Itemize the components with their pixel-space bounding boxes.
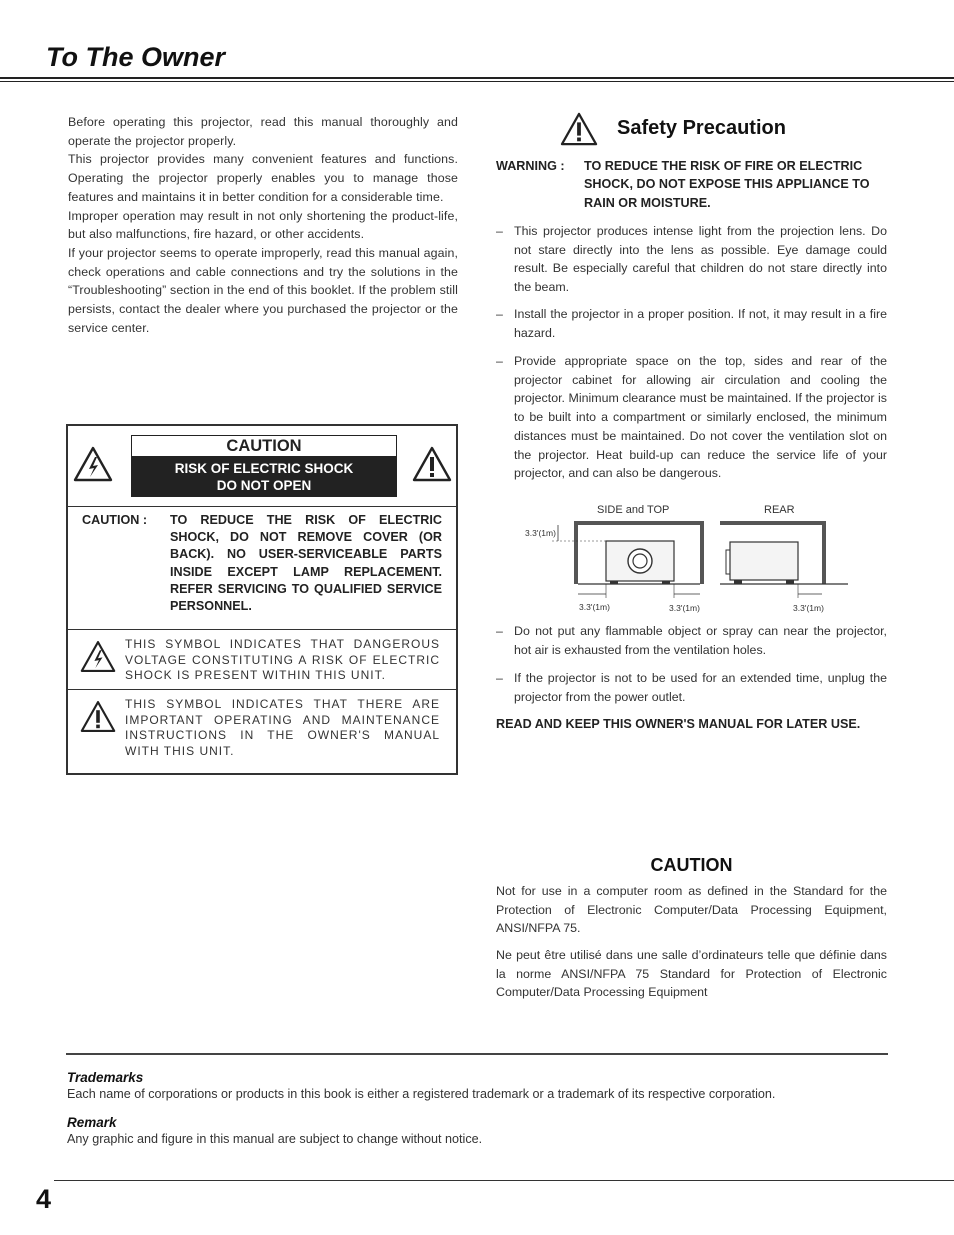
caution-box-banner — [131, 456, 397, 497]
electric-shock-icon — [80, 640, 116, 673]
bullet-text: Install the projector in a proper position. If not, it may result in a fire hazard. — [514, 307, 887, 340]
symbol-row-instructions — [68, 689, 456, 774]
safety-bullet — [496, 352, 887, 483]
intro-paragraph: This projector provides many convenient features and functions. Operating the projector properly enables you to manage those features and maintains it in better condition for a considerable time. — [68, 152, 458, 204]
symbol-instructions-text: THIS SYMBOL INDICATES THAT THERE ARE IMPORTANT OPERATING AND MAINTENANCE INSTRUCTIONS IN THE OWNER'S MANUAL WITH THIS UNIT. — [125, 697, 440, 758]
banner-line-2: DO NOT OPEN — [216, 478, 312, 493]
safety-bullet — [496, 669, 887, 706]
caution-box-title: CAUTION — [131, 435, 397, 456]
remark-heading: Remark — [67, 1115, 117, 1130]
bullet-text: If the projector is not to be used for an extended time, unplug the projector from the power outlet. — [514, 671, 887, 704]
intro-text — [68, 113, 458, 337]
trademarks-heading: Trademarks — [67, 1070, 144, 1085]
caution-french-text: Ne peut être utilisé dans une salle d’ordinateurs telle que définie dans la norme ANSI/NFPA 75 Standard for Protection of Electronic Computer/Data Processing Equipment — [496, 948, 887, 1000]
trademarks-text: Each name of corporations or products in this book is either a registered trademark or a trademark of its respective corporation. — [67, 1087, 776, 1101]
page-number-rule — [54, 1180, 954, 1181]
bullet-text: Do not put any flammable object or spray can near the projector, hot air is exhausted from the ventilation holes. — [514, 624, 887, 657]
header-rule-thin — [0, 81, 954, 82]
intro-paragraph: Before operating this projector, read this manual thoroughly and operate the projector properly. — [68, 115, 458, 148]
clearance-top-label: 3.3'(1m) — [525, 528, 556, 538]
safety-bullet — [496, 305, 887, 342]
page-number: 4 — [36, 1184, 52, 1214]
clearance-diagram — [522, 500, 852, 616]
remark-text: Any graphic and figure in this manual are subject to change without notice. — [67, 1132, 483, 1146]
intro-paragraph: Improper operation may result in not only shortening the product-life, but also malfunctions, fire hazard, or other accidents. — [68, 208, 458, 242]
label-rear: REAR — [764, 504, 795, 516]
caution-box — [66, 424, 458, 775]
exclamation-icon — [412, 446, 452, 482]
footer-divider — [66, 1053, 888, 1055]
bullet-text: Provide appropriate space on the top, sides and rear of the projector cabinet for allowing air circulation and cooling the projector. Minimum clearance must be maintained. If the projector is to be built into a compartment or similarly enclosed, the minimum distances must be maintained. Do not cover the ventilation slot on the projector. Heat build-up can reduce the service life of your projector, and can also be dangerous. — [514, 354, 887, 481]
bullet-text: This projector produces intense light from the projection lens. Do not stare directly into the lens as possible. Eye damage could result. Be especially careful that children do not stare directly into the beam. — [514, 224, 887, 295]
safety-bullet — [496, 222, 887, 297]
caution-label: CAUTION : — [82, 513, 148, 527]
clearance-rear-label: 3.3'(1m) — [793, 603, 824, 613]
caution-box-header — [68, 426, 456, 507]
warning-label: WARNING : — [496, 159, 565, 173]
exclamation-icon — [80, 700, 116, 733]
label-side-top: SIDE and TOP — [597, 504, 670, 516]
safety-bullet — [496, 622, 887, 659]
header-rule — [0, 77, 954, 79]
electric-shock-icon — [73, 446, 113, 482]
bullet-dash: – — [496, 224, 503, 238]
warning-text: TO REDUCE THE RISK OF FIRE OR ELECTRIC SHOCK, DO NOT EXPOSE THIS APPLIANCE TO RAIN OR MOISTURE. — [584, 159, 870, 210]
caution-heading: CAUTION — [650, 855, 733, 875]
caution-text: TO REDUCE THE RISK OF ELECTRIC SHOCK, DO NOT REMOVE COVER (OR BACK). NO USER-SERVICEABLE PARTS INSIDE EXCEPT LAMP REPLACEMENT. REFER SERVICING TO QUALIFIED SERVICE PERSONNEL. — [170, 513, 442, 614]
keep-manual-notice: READ AND KEEP THIS OWNER'S MANUAL FOR LATER USE. — [496, 717, 861, 731]
bullet-dash: – — [496, 624, 503, 638]
symbol-row-voltage — [68, 629, 456, 690]
page-title: To The Owner — [46, 42, 226, 72]
bullet-dash: – — [496, 307, 503, 321]
clearance-left-label: 3.3'(1m) — [579, 602, 610, 612]
caution-english-text: Not for use in a computer room as defined in the Standard for the Protection of Electronic Computer/Data Processing Equipment, ANSI/NFPA 75. — [496, 884, 887, 936]
exclamation-icon — [560, 112, 598, 146]
bullet-dash: – — [496, 354, 503, 368]
banner-line-1: RISK OF ELECTRIC SHOCK — [174, 461, 354, 476]
symbol-voltage-text: THIS SYMBOL INDICATES THAT DANGEROUS VOLTAGE CONSTITUTING A RISK OF ELECTRIC SHOCK IS PRESENT WITHIN THIS UNIT. — [125, 637, 440, 682]
clearance-right-label: 3.3'(1m) — [669, 603, 700, 613]
intro-paragraph: If your projector seems to operate improperly, read this manual again, check operations and cable connections and try the solutions in the “Troubleshooting” section in the end of this booklet. If the problem still persists, contact the dealer where you purchased the projector or the service center. — [68, 245, 458, 335]
bullet-dash: – — [496, 671, 503, 685]
safety-title: Safety Precaution — [617, 117, 786, 139]
